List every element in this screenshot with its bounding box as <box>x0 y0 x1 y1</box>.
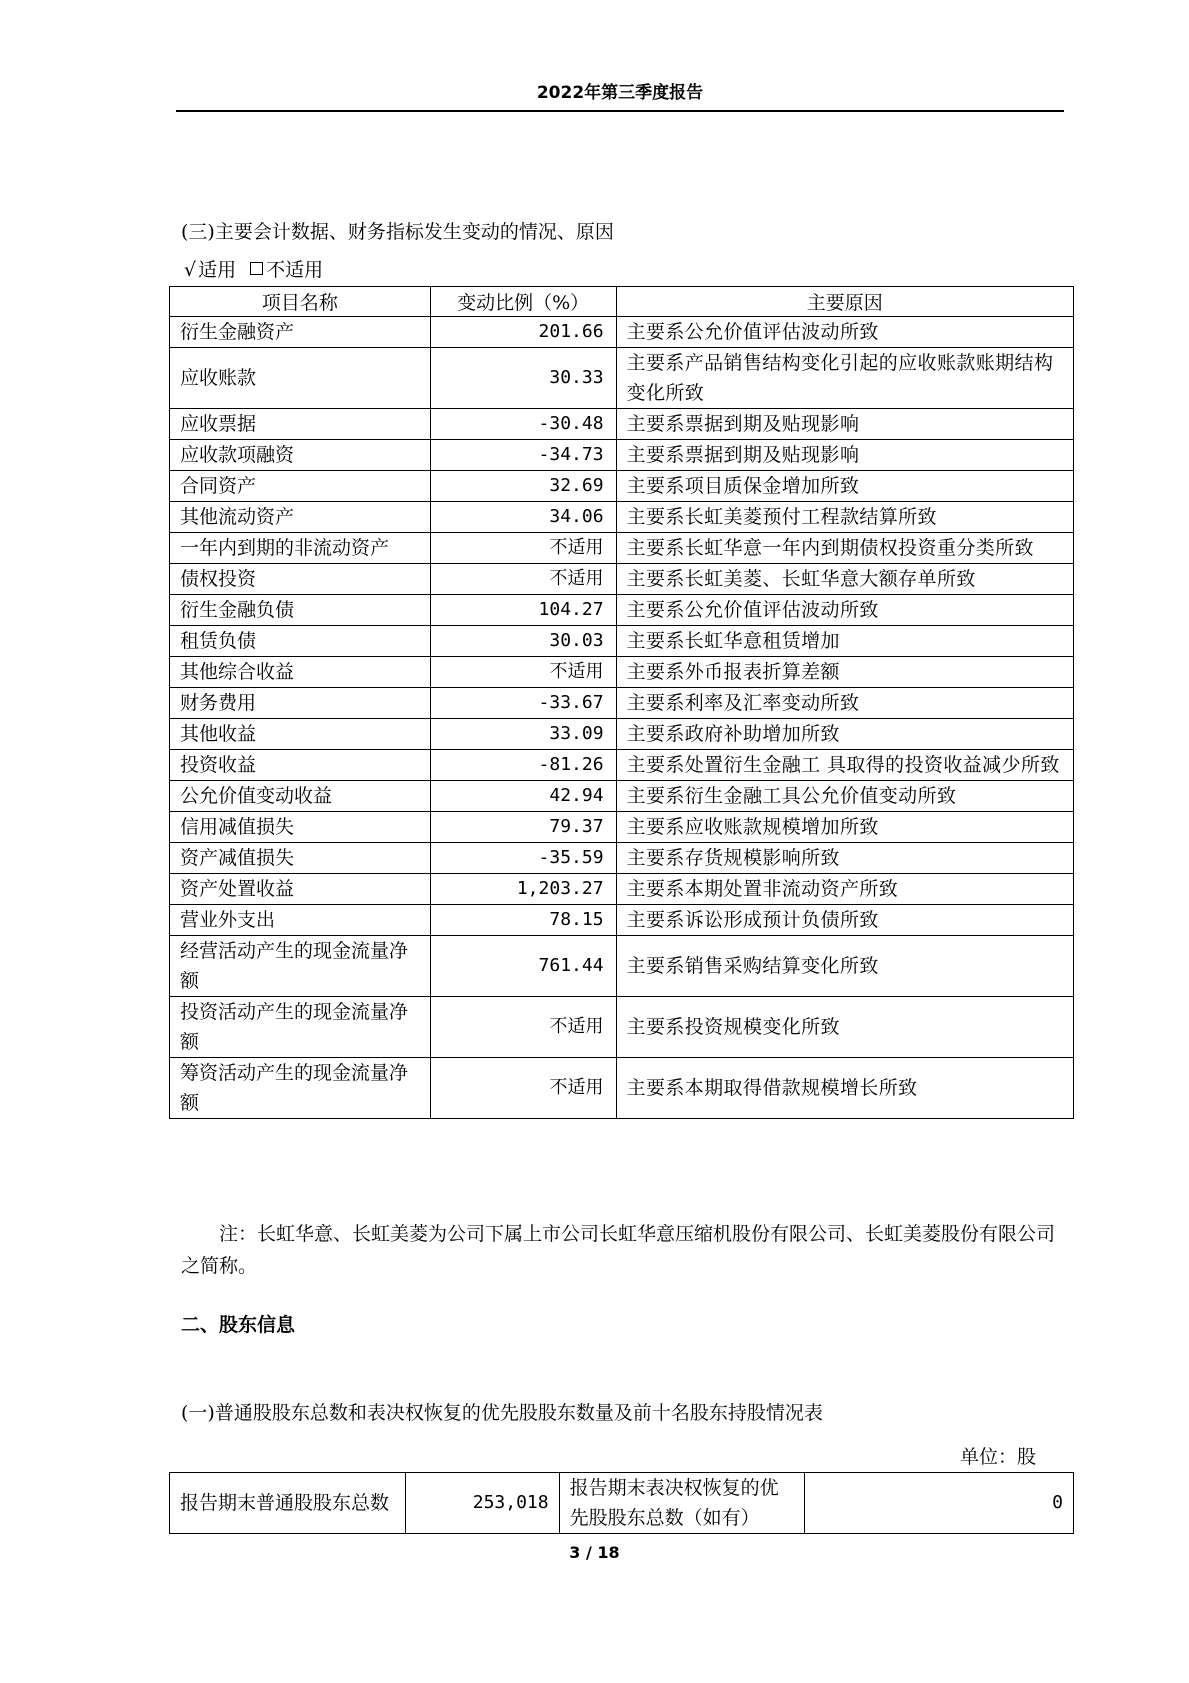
table-row <box>170 997 1074 1058</box>
preferred-shareholders-label: 报告期末表决权恢复的优先股股东总数（如有） <box>559 1473 805 1534</box>
header-change-ratio: 变动比例（%） <box>430 287 616 317</box>
reason-cell: 主要系票据到期及贴现影响 <box>616 440 1073 471</box>
table-row <box>170 781 1074 812</box>
table-row <box>170 812 1074 843</box>
change-table <box>169 286 1074 1119</box>
item-name-cell: 资产处置收益 <box>170 874 431 905</box>
reason-cell: 主要系本期取得借款规模增长所致 <box>616 1058 1073 1119</box>
header-main-reason: 主要原因 <box>616 287 1073 317</box>
reason-cell: 主要系政府补助增加所致 <box>616 719 1073 750</box>
change-ratio-cell: 不适用 <box>430 564 616 595</box>
table-row <box>170 440 1074 471</box>
table-row <box>170 595 1074 626</box>
applicable-options <box>184 255 323 282</box>
item-name-cell: 应收款项融资 <box>170 440 431 471</box>
applicable-label: 适用 <box>198 259 237 281</box>
change-ratio-cell: 30.33 <box>430 348 616 409</box>
page-number: 3 / 18 <box>569 1543 620 1562</box>
change-ratio-cell: 79.37 <box>430 812 616 843</box>
change-ratio-cell: 32.69 <box>430 471 616 502</box>
item-name-cell: 应收票据 <box>170 409 431 440</box>
reason-cell: 主要系产品销售结构变化引起的应收账款账期结构变化所致 <box>616 348 1073 409</box>
shareholder-count-table <box>169 1472 1074 1534</box>
change-ratio-cell: -35.59 <box>430 843 616 874</box>
reason-cell: 主要系投资规模变化所致 <box>616 997 1073 1058</box>
item-name-cell: 债权投资 <box>170 564 431 595</box>
reason-cell: 主要系长虹华意一年内到期债权投资重分类所致 <box>616 533 1073 564</box>
change-ratio-cell: 104.27 <box>430 595 616 626</box>
change-ratio-cell: 不适用 <box>430 1058 616 1119</box>
common-shareholders-value: 253,018 <box>405 1473 559 1534</box>
reason-cell: 主要系外币报表折算差额 <box>616 657 1073 688</box>
table-row <box>170 936 1074 997</box>
item-name-cell: 筹资活动产生的现金流量净额 <box>170 1058 431 1119</box>
table-row <box>170 317 1074 348</box>
not-applicable-label: 不适用 <box>266 259 324 281</box>
table-row <box>170 874 1074 905</box>
reason-cell: 主要系处置衍生金融工 具取得的投资收益减少所致 <box>616 750 1073 781</box>
table-row <box>170 657 1074 688</box>
table-row <box>170 843 1074 874</box>
section-1-title: (一)普通股股东总数和表决权恢复的优先股股东数量及前十名股东持股情况表 <box>181 1402 823 1424</box>
change-ratio-cell: 78.15 <box>430 905 616 936</box>
item-name-cell: 其他流动资产 <box>170 502 431 533</box>
change-ratio-cell: 不适用 <box>430 533 616 564</box>
shareholder-section-heading: 二、股东信息 <box>181 1314 296 1336</box>
table-row <box>170 719 1074 750</box>
table-row <box>170 409 1074 440</box>
change-ratio-cell: 不适用 <box>430 997 616 1058</box>
item-name-cell: 其他综合收益 <box>170 657 431 688</box>
change-ratio-cell: -30.48 <box>430 409 616 440</box>
change-ratio-cell: 761.44 <box>430 936 616 997</box>
change-ratio-cell: 不适用 <box>430 657 616 688</box>
reason-cell: 主要系长虹华意租赁增加 <box>616 626 1073 657</box>
item-name-cell: 合同资产 <box>170 471 431 502</box>
item-name-cell: 财务费用 <box>170 688 431 719</box>
reason-cell: 主要系销售采购结算变化所致 <box>616 936 1073 997</box>
reason-cell: 主要系诉讼形成预计负债所致 <box>616 905 1073 936</box>
common-shareholders-label: 报告期末普通股股东总数 <box>170 1473 406 1534</box>
reason-cell: 主要系项目质保金增加所致 <box>616 471 1073 502</box>
header-item-name: 项目名称 <box>170 287 431 317</box>
table-row <box>170 905 1074 936</box>
item-name-cell: 资产减值损失 <box>170 843 431 874</box>
empty-checkbox-icon <box>250 262 263 275</box>
table-row <box>170 626 1074 657</box>
item-name-cell: 衍生金融负债 <box>170 595 431 626</box>
table-row <box>170 348 1074 409</box>
item-name-cell: 投资收益 <box>170 750 431 781</box>
item-name-cell: 信用减值损失 <box>170 812 431 843</box>
report-header-title: 2022年第三季度报告 <box>536 83 704 103</box>
item-name-cell: 应收账款 <box>170 348 431 409</box>
reason-cell: 主要系票据到期及贴现影响 <box>616 409 1073 440</box>
change-ratio-cell: 33.09 <box>430 719 616 750</box>
item-name-cell: 公允价值变动收益 <box>170 781 431 812</box>
change-ratio-cell: 201.66 <box>430 317 616 348</box>
reason-cell: 主要系公允价值评估波动所致 <box>616 317 1073 348</box>
item-name-cell: 营业外支出 <box>170 905 431 936</box>
table-row <box>170 1058 1074 1119</box>
reason-cell: 主要系长虹美菱、长虹华意大额存单所致 <box>616 564 1073 595</box>
reason-cell: 主要系利率及汇率变动所致 <box>616 688 1073 719</box>
table-row <box>170 564 1074 595</box>
item-name-cell: 一年内到期的非流动资产 <box>170 533 431 564</box>
header-rule <box>176 110 1064 112</box>
item-name-cell: 其他收益 <box>170 719 431 750</box>
reason-cell: 主要系长虹美菱预付工程款结算所致 <box>616 502 1073 533</box>
reason-cell: 主要系应收账款规模增加所致 <box>616 812 1073 843</box>
change-ratio-cell: -81.26 <box>430 750 616 781</box>
table-row <box>170 471 1074 502</box>
table-row <box>170 1473 1074 1534</box>
table-row <box>170 502 1074 533</box>
reason-cell: 主要系存货规模影响所致 <box>616 843 1073 874</box>
table-row <box>170 533 1074 564</box>
checkmark-icon: √ <box>184 259 197 281</box>
table-header-row <box>170 287 1074 317</box>
preferred-shareholders-value: 0 <box>805 1473 1074 1534</box>
unit-label: 单位：股 <box>960 1446 1037 1468</box>
reason-cell: 主要系公允价值评估波动所致 <box>616 595 1073 626</box>
reason-cell: 主要系衍生金融工具公允价值变动所致 <box>616 781 1073 812</box>
change-table-body <box>170 317 1074 1119</box>
change-ratio-cell: 30.03 <box>430 626 616 657</box>
footnote <box>181 1218 1071 1282</box>
footnote-text: 注：长虹华意、长虹美菱为公司下属上市公司长虹华意压缩机股份有限公司、长虹美菱股份有限公司之简称。 <box>181 1223 1056 1277</box>
section-3-title: (三)主要会计数据、财务指标发生变动的情况、原因 <box>181 221 614 243</box>
item-name-cell: 经营活动产生的现金流量净额 <box>170 936 431 997</box>
change-ratio-cell: -33.67 <box>430 688 616 719</box>
table-row <box>170 688 1074 719</box>
change-ratio-cell: -34.73 <box>430 440 616 471</box>
item-name-cell: 租赁负债 <box>170 626 431 657</box>
change-ratio-cell: 1,203.27 <box>430 874 616 905</box>
item-name-cell: 投资活动产生的现金流量净额 <box>170 997 431 1058</box>
item-name-cell: 衍生金融资产 <box>170 317 431 348</box>
table-row <box>170 750 1074 781</box>
change-ratio-cell: 34.06 <box>430 502 616 533</box>
reason-cell: 主要系本期处置非流动资产所致 <box>616 874 1073 905</box>
change-ratio-cell: 42.94 <box>430 781 616 812</box>
